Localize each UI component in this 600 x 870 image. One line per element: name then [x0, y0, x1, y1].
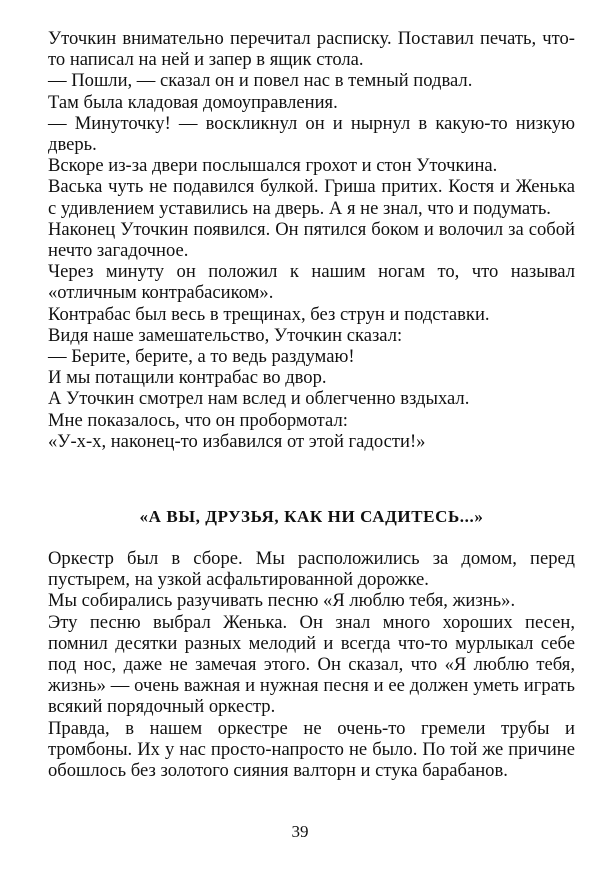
paragraph: «У-х-х, наконец-то избавился от этой гадости!» [48, 430, 426, 452]
paragraph: А Уточкин смотрел нам вслед и облегченно вздыхал. [48, 388, 470, 410]
paragraph: Эту песню выбрал Женька. Он знал много хороших песен, помнил десятки разных мелодий и всегда что-то мурлыкал себе под нос, даже не замечая этого. Он сказал, что «Я люблю тебя, жизнь» — очень важная и нужная песня и ее должен уметь играть всякий порядочный оркестр. [48, 611, 575, 718]
paragraph: Васька чуть не подавился булкой. Гриша притих. Костя и Женька с удивлением уставились на дверь. А я не знал, что и подумать. [48, 176, 575, 219]
paragraph: Там была кладовая домоуправления. [48, 91, 338, 113]
paragraph: И мы потащили контрабас во двор. [48, 367, 327, 389]
paragraph: — Пошли, — сказал он и повел нас в темный подвал. [48, 70, 473, 92]
paragraph: Правда, в нашем оркестре не очень-то гремели трубы и тромбоны. Их у нас просто-напросто не было. По той же причине обошлось без золотого сияния валторн и стука барабанов. [48, 717, 575, 782]
paragraph: Уточкин внимательно перечитал расписку. Поставил печать, что-то написал на ней и запер в ящик стола. [48, 28, 575, 71]
paragraph: Оркестр был в сборе. Мы расположились за домом, перед пустырем, на узкой асфальтированной дорожке. [48, 548, 575, 591]
paragraph: Мы собирались разучивать песню «Я люблю тебя, жизнь». [48, 590, 516, 612]
story-section-2 [48, 548, 575, 781]
paragraph: Наконец Уточкин появился. Он пятился боком и волочил за собой нечто загадочное. [48, 218, 575, 262]
page-number: 39 [291, 822, 309, 841]
paragraph: Мне показалось, что он пробормотал: [48, 409, 348, 431]
paragraph: Через минуту он положил к нашим ногам то, что называл «отличным контрабасиком». [48, 261, 575, 304]
paragraph: Видя наше замешательство, Уточкин сказал: [48, 324, 403, 346]
story-section-1 [48, 28, 575, 452]
chapter-heading: «А ВЫ, ДРУЗЬЯ, КАК НИ САДИТЕСЬ...» [139, 507, 484, 526]
paragraph: Вскоре из-за двери послышался грохот и стон Уточкина. [48, 155, 498, 177]
paragraph: — Берите, берите, а то ведь раздумаю! [48, 346, 355, 368]
paragraph: — Минуточку! — воскликнул он и нырнул в какую-то низкую дверь. [48, 112, 575, 156]
paragraph: Контрабас был весь в трещинах, без струн и подставки. [48, 303, 490, 325]
